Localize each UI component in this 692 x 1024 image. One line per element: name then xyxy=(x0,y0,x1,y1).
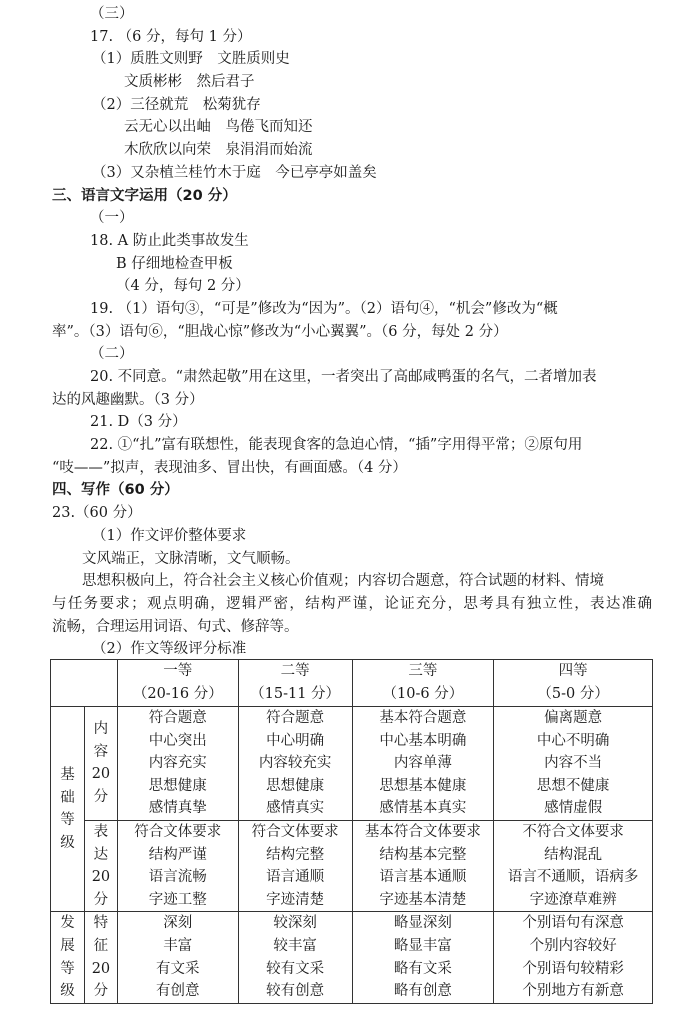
cell-text: （10-6 分） xyxy=(382,686,464,702)
cell-text: 三等 xyxy=(408,663,438,680)
cell-text: 中心不明确 xyxy=(536,732,610,749)
grade-header xyxy=(238,660,352,707)
content-cell xyxy=(494,707,653,821)
cell-text: 一等 xyxy=(163,663,193,680)
answer-line: 云无心以出岫 鸟倦飞而知还 xyxy=(124,119,313,136)
paragraph-line: 与任务要求；观点明确，逻辑严密，结构严谨，论证充分，思考具有独立性，表达准确 xyxy=(52,595,652,612)
cell-text: 符合题意 xyxy=(266,710,325,726)
feature-row xyxy=(51,912,653,1003)
cell-text: （20-16 分） xyxy=(132,686,223,702)
answer-line: （2）三径就荒 松菊犹存 xyxy=(92,96,261,113)
cell-text: 内 xyxy=(93,721,109,738)
question-21: 21. D（3 分） xyxy=(90,414,187,431)
cell-text: 个别内容较好 xyxy=(529,937,617,954)
cell-text: 字迹工整 xyxy=(148,891,207,908)
cell-text: 符合文体要求 xyxy=(251,823,339,840)
cell-text: 征 xyxy=(93,937,109,954)
section-heading: （一） xyxy=(90,210,134,227)
cell-text: 感情基本真实 xyxy=(379,800,467,817)
question-23: 23.（60 分） xyxy=(52,505,142,522)
cell-text: 级 xyxy=(60,983,75,1000)
cell-text: 表 xyxy=(93,823,109,840)
basic-level-label xyxy=(51,707,85,912)
cell-text: 特 xyxy=(93,915,109,932)
content-row xyxy=(51,707,653,821)
feature-label xyxy=(84,912,117,1003)
expression-cell xyxy=(494,820,653,911)
expression-cell xyxy=(117,820,238,911)
development-level-label xyxy=(51,912,85,1003)
cell-text: 内容较充实 xyxy=(258,755,332,772)
grade-header xyxy=(117,660,238,707)
cell-text: 四等 xyxy=(558,663,588,680)
subheading: （1）作文评价整体要求 xyxy=(92,527,247,544)
cell-text: 结构完整 xyxy=(266,846,325,863)
cell-text: 有文采 xyxy=(156,960,200,977)
content-cell xyxy=(352,707,494,821)
score-note: （4 分，每句 2 分） xyxy=(116,278,250,295)
cell-text: 内容单薄 xyxy=(393,755,452,772)
question-18: 18. A 防止此类事故发生 xyxy=(90,232,249,249)
cell-text: （15-11 分） xyxy=(250,686,341,702)
cell-text: 发 xyxy=(60,915,75,932)
section-title: 四、写作（60 分） xyxy=(52,482,179,499)
cell-text: 有创意 xyxy=(156,983,200,1000)
answer-line: （1）质胜文则野 文胜质则史 xyxy=(92,51,290,68)
content-cell xyxy=(238,707,352,821)
corner-cell xyxy=(51,660,118,707)
section-heading: （二） xyxy=(90,346,134,363)
cell-text: 感情虚假 xyxy=(544,800,603,817)
cell-text: 20 xyxy=(91,766,111,783)
cell-text: 分 xyxy=(93,789,109,806)
cell-text: 略显深刻 xyxy=(393,915,452,932)
cell-text: 20 xyxy=(91,869,111,886)
cell-text: 丰富 xyxy=(163,937,193,954)
cell-text: 容 xyxy=(93,743,109,760)
cell-text: 字迹清楚 xyxy=(266,891,325,908)
feature-cell xyxy=(352,912,494,1003)
answer-line: 木欣欣以向荣 泉涓涓而始流 xyxy=(124,142,313,159)
expression-cell xyxy=(352,820,494,911)
paragraph-line: 思想积极向上，符合社会主义核心价值观；内容切合题意，符合试题的材料、情境 xyxy=(82,573,604,590)
cell-text: 中心突出 xyxy=(148,732,207,749)
cell-text: 较丰富 xyxy=(273,937,317,954)
cell-text: 不符合文体要求 xyxy=(522,823,624,840)
question-22: 22. ①“扎”富有联想性，能表现食客的急迫心情，“插”字用得平常；②原句用 xyxy=(90,437,583,454)
cell-text: 分 xyxy=(93,891,109,908)
cell-text: 展 xyxy=(60,937,75,954)
cell-text: 结构基本完整 xyxy=(379,846,467,863)
cell-text: 语言基本通顺 xyxy=(379,869,467,886)
cell-text: 基本符合文体要求 xyxy=(364,823,481,840)
cell-text: 感情真挚 xyxy=(148,800,207,817)
cell-text: 字迹潦草难辨 xyxy=(529,891,617,908)
paragraph-line: 文风端正，文脉清晰，文气顺畅。 xyxy=(82,550,300,567)
cell-text: 语言不通顺，语病多 xyxy=(507,869,639,886)
cell-text: 感情真实 xyxy=(266,800,325,817)
cell-text: 略有创意 xyxy=(393,983,452,1000)
cell-text: 等 xyxy=(60,960,75,977)
expression-cell xyxy=(238,820,352,911)
cell-text: 个别语句较精彩 xyxy=(522,960,624,977)
cell-text: 内容充实 xyxy=(148,755,207,772)
cell-text: 分 xyxy=(93,983,109,1000)
cell-text: 个别地方有新意 xyxy=(522,983,624,1000)
cell-text: 中心基本明确 xyxy=(379,732,467,749)
feature-cell xyxy=(117,912,238,1003)
question-19: 19. （1）语句③，“可是”修改为“因为”。（2）语句④，“机会”修改为“概 xyxy=(90,300,558,317)
answer-line: 文质彬彬 然后君子 xyxy=(124,74,255,91)
cell-text: 础 xyxy=(60,789,75,806)
content-cell xyxy=(117,707,238,821)
cell-text: 等 xyxy=(60,812,75,829)
answer-line: 达的风趣幽默。（3 分） xyxy=(52,391,204,408)
cell-text: 20 xyxy=(91,960,111,977)
cell-text: 思想健康 xyxy=(148,777,207,794)
cell-text: 达 xyxy=(93,846,109,863)
cell-text: 结构严谨 xyxy=(148,846,207,863)
cell-text: 结构混乱 xyxy=(544,846,603,863)
feature-cell xyxy=(494,912,653,1003)
cell-text: 较有文采 xyxy=(266,960,325,977)
cell-text: 思想健康 xyxy=(266,777,325,794)
feature-cell xyxy=(238,912,352,1003)
cell-text: 符合题意 xyxy=(148,710,207,726)
answer-line: 率”。（3）语句⑥，“胆战心惊”修改为“小心翼翼”。（6 分，每处 2 分） xyxy=(52,323,508,340)
cell-text: 语言通顺 xyxy=(266,869,325,886)
answer-line: “吱——”拟声，表现油多、冒出快，有画面感。（4 分） xyxy=(52,459,407,476)
subheading: （2）作文等级评分标准 xyxy=(92,641,247,658)
cell-text: 语言流畅 xyxy=(148,869,207,886)
question-20: 20. 不同意。“肃然起敬”用在这里，一者突出了高邮咸鸭蛋的名气，二者增加表 xyxy=(90,369,597,385)
cell-text: 略有文采 xyxy=(393,960,452,977)
cell-text: 字迹基本清楚 xyxy=(379,891,467,908)
section-heading: （三） xyxy=(90,6,134,22)
answer-line: B 仔细地检查甲板 xyxy=(116,255,233,272)
paragraph-line: 流畅，合理运用词语、句式、修辞等。 xyxy=(52,618,299,635)
header-row xyxy=(51,660,653,707)
grade-header xyxy=(352,660,494,707)
expression-label xyxy=(84,820,117,911)
cell-text: 基本符合题意 xyxy=(379,710,467,726)
cell-text: 级 xyxy=(60,834,75,851)
cell-text: 二等 xyxy=(280,663,310,680)
cell-text: 中心明确 xyxy=(266,732,325,749)
cell-text: 内容不当 xyxy=(544,755,603,772)
cell-text: 思想基本健康 xyxy=(379,777,467,794)
answer-line: （3）又杂植兰桂竹木于庭 今已亭亭如盖矣 xyxy=(92,164,377,181)
cell-text: 深刻 xyxy=(163,915,193,932)
section-title: 三、语言文字运用（20 分） xyxy=(52,187,237,204)
cell-text: （5-0 分） xyxy=(537,686,609,702)
answer-text xyxy=(0,3,692,661)
cell-text: 符合文体要求 xyxy=(134,823,222,840)
cell-text: 思想不健康 xyxy=(536,777,610,794)
grade-header xyxy=(494,660,653,707)
expression-row xyxy=(51,820,653,911)
cell-text: 略显丰富 xyxy=(393,937,452,954)
content-label xyxy=(84,707,117,821)
cell-text: 较深刻 xyxy=(273,915,317,932)
cell-text: 偏离题意 xyxy=(544,710,603,726)
grading-table xyxy=(50,659,653,1004)
question-17: 17. （6 分，每句 1 分） xyxy=(90,28,252,45)
cell-text: 个别语句有深意 xyxy=(522,915,624,932)
cell-text: 基 xyxy=(60,766,75,783)
cell-text: 较有创意 xyxy=(266,983,325,1000)
